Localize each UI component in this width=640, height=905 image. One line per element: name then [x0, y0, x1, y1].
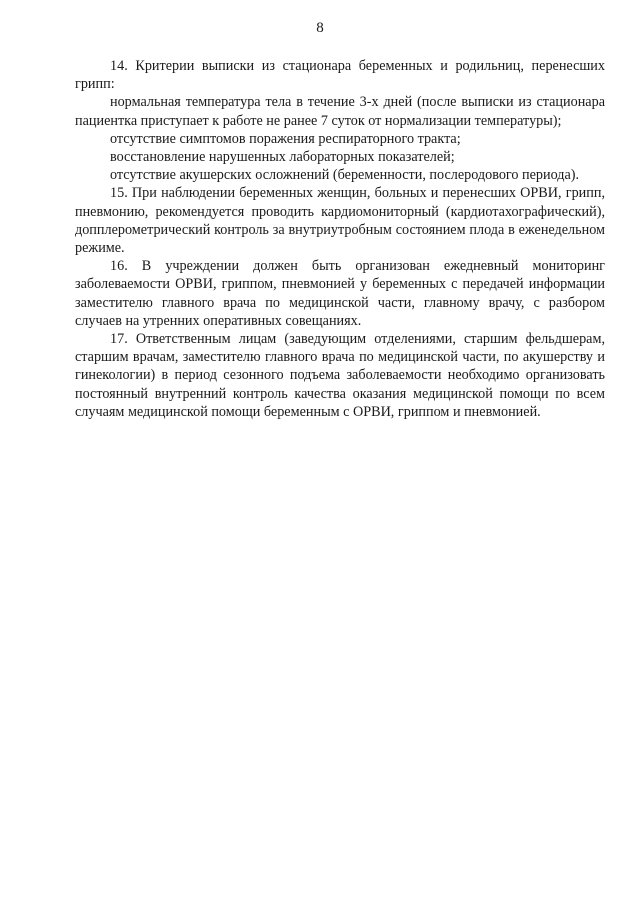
- page-number: 8: [316, 20, 324, 36]
- paragraph-16: 16. В учреждении должен быть организован ежедневный мониторинг заболеваемости ОРВИ, гриппом, пневмонией у беременных с передачей информации заместителю главного врача по медицинской части, главному врачу, с разбором случаев на утренних оперативных совещаниях.: [75, 258, 605, 329]
- criterion-no-respiratory-symptoms: отсутствие симптомов поражения респираторного тракта;: [110, 130, 461, 147]
- criterion-normal-temperature: нормальная температура тела в течение 3-х дней (после выписки из стационара пациентка приступает к работе не ранее 7 суток от нормализации температуры);: [75, 94, 605, 129]
- document-body: [75, 57, 605, 421]
- criterion-no-obstetric-complications: отсутствие акушерских осложнений (беременности, послеродового периода).: [110, 167, 580, 184]
- paragraph-15: 15. При наблюдении беременных женщин, больных и перенесших ОРВИ, грипп, пневмонию, рекомендуется проводить кардиомониторный (кардиотахографический), допплерометрический контроль за внутриутробным состоянием плода в еженедельном режиме.: [75, 185, 605, 257]
- paragraph-17: 17. Ответственным лицам (заведующим отделениями, старшим фельдшерам, старшим врачам, заместителю главного врача по медицинской части, по акушерству и гинекологии) в период сезонного подъема заболеваемости необходимо организовать постоянный внутренний контроль качества оказания медицинской помощи по всем случаям медицинской помощи беременным с ОРВИ, гриппом и пневмонией.: [75, 331, 605, 420]
- paragraph-14: 14. Критерии выписки из стационара беременных и родильниц, перенесших грипп:: [75, 58, 605, 93]
- criterion-lab-values-restored: восстановление нарушенных лабораторных показателей;: [110, 149, 455, 166]
